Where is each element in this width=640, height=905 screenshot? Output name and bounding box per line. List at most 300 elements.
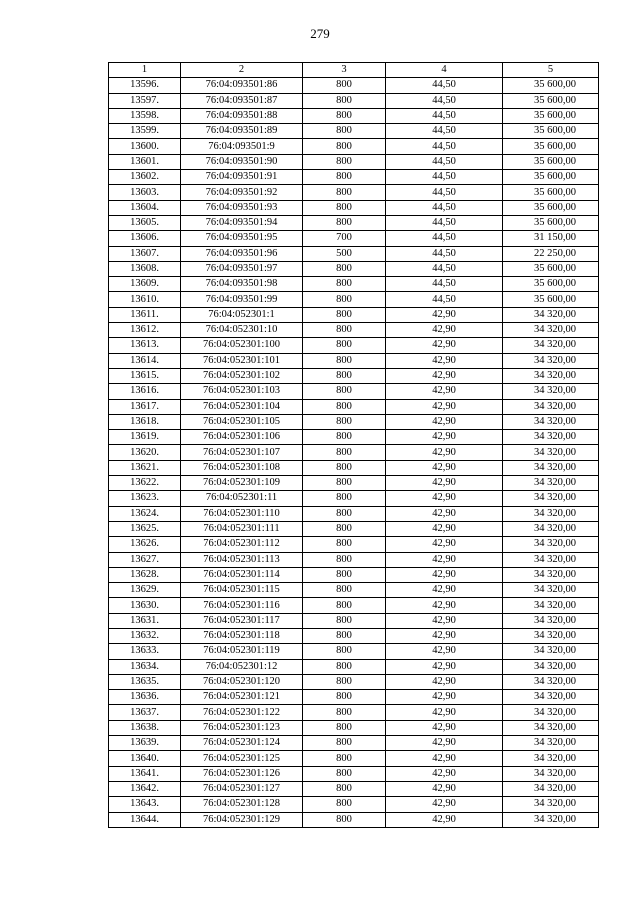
rate-cell: 42,90: [386, 659, 503, 674]
cadastral-number-cell: 76:04:093501:94: [181, 215, 303, 230]
area-cell: 800: [303, 537, 386, 552]
row-number-cell: 13628.: [109, 567, 181, 582]
area-cell: 800: [303, 659, 386, 674]
amount-cell: 35 600,00: [503, 78, 599, 93]
table-row: [109, 307, 599, 322]
cadastral-number-cell: 76:04:093501:93: [181, 200, 303, 215]
amount-cell: 34 320,00: [503, 567, 599, 582]
table-row: [109, 108, 599, 123]
cadastral-number-cell: 76:04:052301:129: [181, 812, 303, 827]
cadastral-number-cell: 76:04:052301:113: [181, 552, 303, 567]
rate-cell: 42,90: [386, 598, 503, 613]
rate-cell: 44,50: [386, 231, 503, 246]
table-row: [109, 674, 599, 689]
cadastral-number-cell: 76:04:052301:115: [181, 583, 303, 598]
area-cell: 800: [303, 797, 386, 812]
column-header-3: 3: [303, 63, 386, 78]
area-cell: 800: [303, 154, 386, 169]
amount-cell: 34 320,00: [503, 521, 599, 536]
cadastral-number-cell: 76:04:052301:1: [181, 307, 303, 322]
rate-cell: 42,90: [386, 414, 503, 429]
rate-cell: 44,50: [386, 277, 503, 292]
amount-cell: 34 320,00: [503, 812, 599, 827]
area-cell: 800: [303, 445, 386, 460]
area-cell: 800: [303, 200, 386, 215]
table-row: [109, 476, 599, 491]
cadastral-number-cell: 76:04:093501:96: [181, 246, 303, 261]
rate-cell: 42,90: [386, 476, 503, 491]
amount-cell: 34 320,00: [503, 751, 599, 766]
rate-cell: 42,90: [386, 567, 503, 582]
table-row: [109, 736, 599, 751]
area-cell: 800: [303, 460, 386, 475]
rate-cell: 42,90: [386, 460, 503, 475]
area-cell: 800: [303, 583, 386, 598]
cadastral-number-cell: 76:04:052301:106: [181, 430, 303, 445]
row-number-cell: 13605.: [109, 215, 181, 230]
cadastral-number-cell: 76:04:093501:90: [181, 154, 303, 169]
table-row: [109, 338, 599, 353]
table-row: [109, 384, 599, 399]
row-number-cell: 13614.: [109, 353, 181, 368]
row-number-cell: 13617.: [109, 399, 181, 414]
table-row: [109, 766, 599, 781]
row-number-cell: 13609.: [109, 277, 181, 292]
cadastral-number-cell: 76:04:052301:123: [181, 720, 303, 735]
table-row: [109, 231, 599, 246]
table-row: [109, 353, 599, 368]
row-number-cell: 13612.: [109, 323, 181, 338]
row-number-cell: 13606.: [109, 231, 181, 246]
row-number-cell: 13634.: [109, 659, 181, 674]
row-number-cell: 13636.: [109, 690, 181, 705]
cadastral-number-cell: 76:04:093501:89: [181, 124, 303, 139]
rate-cell: 42,90: [386, 720, 503, 735]
cadastral-number-cell: 76:04:052301:112: [181, 537, 303, 552]
row-number-cell: 13599.: [109, 124, 181, 139]
rate-cell: 42,90: [386, 338, 503, 353]
table-row: [109, 292, 599, 307]
cadastral-number-cell: 76:04:052301:121: [181, 690, 303, 705]
rate-cell: 42,90: [386, 399, 503, 414]
rate-cell: 42,90: [386, 781, 503, 796]
rate-cell: 44,50: [386, 292, 503, 307]
area-cell: 800: [303, 628, 386, 643]
area-cell: 800: [303, 399, 386, 414]
amount-cell: 34 320,00: [503, 781, 599, 796]
cadastral-number-cell: 76:04:093501:95: [181, 231, 303, 246]
row-number-cell: 13608.: [109, 261, 181, 276]
rate-cell: 42,90: [386, 430, 503, 445]
cadastral-number-cell: 76:04:052301:120: [181, 674, 303, 689]
row-number-cell: 13600.: [109, 139, 181, 154]
rate-cell: 42,90: [386, 353, 503, 368]
cadastral-number-cell: 76:04:052301:116: [181, 598, 303, 613]
row-number-cell: 13613.: [109, 338, 181, 353]
area-cell: 800: [303, 338, 386, 353]
rate-cell: 44,50: [386, 154, 503, 169]
row-number-cell: 13604.: [109, 200, 181, 215]
rate-cell: 42,90: [386, 552, 503, 567]
table-row: [109, 690, 599, 705]
table-row: [109, 567, 599, 582]
table-row: [109, 139, 599, 154]
area-cell: 800: [303, 521, 386, 536]
rate-cell: 42,90: [386, 736, 503, 751]
row-number-cell: 13630.: [109, 598, 181, 613]
cadastral-number-cell: 76:04:052301:12: [181, 659, 303, 674]
area-cell: 800: [303, 613, 386, 628]
cadastral-number-cell: 76:04:093501:97: [181, 261, 303, 276]
row-number-cell: 13633.: [109, 644, 181, 659]
table-row: [109, 720, 599, 735]
area-cell: 800: [303, 720, 386, 735]
amount-cell: 22 250,00: [503, 246, 599, 261]
area-cell: 800: [303, 414, 386, 429]
area-cell: 800: [303, 261, 386, 276]
amount-cell: 35 600,00: [503, 292, 599, 307]
amount-cell: 34 320,00: [503, 583, 599, 598]
rate-cell: 42,90: [386, 812, 503, 827]
row-number-cell: 13639.: [109, 736, 181, 751]
rate-cell: 42,90: [386, 307, 503, 322]
amount-cell: 34 320,00: [503, 720, 599, 735]
rate-cell: 44,50: [386, 215, 503, 230]
row-number-cell: 13616.: [109, 384, 181, 399]
cadastral-number-cell: 76:04:052301:10: [181, 323, 303, 338]
rate-cell: 42,90: [386, 690, 503, 705]
row-number-cell: 13642.: [109, 781, 181, 796]
amount-cell: 34 320,00: [503, 476, 599, 491]
row-number-cell: 13635.: [109, 674, 181, 689]
cadastral-number-cell: 76:04:052301:103: [181, 384, 303, 399]
table-row: [109, 200, 599, 215]
rate-cell: 44,50: [386, 93, 503, 108]
area-cell: 800: [303, 108, 386, 123]
amount-cell: 34 320,00: [503, 307, 599, 322]
cadastral-number-cell: 76:04:052301:111: [181, 521, 303, 536]
cadastral-number-cell: 76:04:052301:119: [181, 644, 303, 659]
cadastral-number-cell: 76:04:093501:86: [181, 78, 303, 93]
cadastral-number-cell: 76:04:052301:11: [181, 491, 303, 506]
row-number-cell: 13603.: [109, 185, 181, 200]
table-row: [109, 414, 599, 429]
row-number-cell: 13641.: [109, 766, 181, 781]
area-cell: 800: [303, 93, 386, 108]
rate-cell: 44,50: [386, 261, 503, 276]
amount-cell: 34 320,00: [503, 659, 599, 674]
area-cell: 800: [303, 705, 386, 720]
column-header-1: 1: [109, 63, 181, 78]
amount-cell: 34 320,00: [503, 384, 599, 399]
rate-cell: 42,90: [386, 766, 503, 781]
area-cell: 700: [303, 231, 386, 246]
area-cell: 800: [303, 491, 386, 506]
amount-cell: 35 600,00: [503, 124, 599, 139]
area-cell: 800: [303, 598, 386, 613]
row-number-cell: 13596.: [109, 78, 181, 93]
row-number-cell: 13618.: [109, 414, 181, 429]
table-row: [109, 705, 599, 720]
table-row: [109, 154, 599, 169]
cadastral-number-cell: 76:04:052301:117: [181, 613, 303, 628]
row-number-cell: 13623.: [109, 491, 181, 506]
rate-cell: 42,90: [386, 445, 503, 460]
amount-cell: 34 320,00: [503, 338, 599, 353]
row-number-cell: 13626.: [109, 537, 181, 552]
rate-cell: 42,90: [386, 368, 503, 383]
amount-cell: 34 320,00: [503, 766, 599, 781]
rate-cell: 42,90: [386, 644, 503, 659]
rate-cell: 42,90: [386, 583, 503, 598]
row-number-cell: 13619.: [109, 430, 181, 445]
area-cell: 800: [303, 78, 386, 93]
table-row: [109, 781, 599, 796]
amount-cell: 34 320,00: [503, 430, 599, 445]
rate-cell: 42,90: [386, 323, 503, 338]
area-cell: 800: [303, 215, 386, 230]
rate-cell: 42,90: [386, 521, 503, 536]
amount-cell: 34 320,00: [503, 491, 599, 506]
cadastral-number-cell: 76:04:052301:125: [181, 751, 303, 766]
data-table: [108, 62, 599, 828]
table-row: [109, 613, 599, 628]
area-cell: 800: [303, 476, 386, 491]
area-cell: 800: [303, 384, 386, 399]
amount-cell: 35 600,00: [503, 170, 599, 185]
page-number: 279: [310, 26, 330, 41]
table-row: [109, 277, 599, 292]
area-cell: 800: [303, 170, 386, 185]
amount-cell: 34 320,00: [503, 445, 599, 460]
amount-cell: 35 600,00: [503, 200, 599, 215]
cadastral-number-cell: 76:04:052301:109: [181, 476, 303, 491]
cadastral-number-cell: 76:04:052301:102: [181, 368, 303, 383]
table-body: [109, 78, 599, 828]
rate-cell: 42,90: [386, 537, 503, 552]
rate-cell: 42,90: [386, 705, 503, 720]
cadastral-number-cell: 76:04:052301:108: [181, 460, 303, 475]
table-row: [109, 659, 599, 674]
row-number-cell: 13624.: [109, 506, 181, 521]
rate-cell: 44,50: [386, 246, 503, 261]
table-row: [109, 124, 599, 139]
cadastral-number-cell: 76:04:052301:118: [181, 628, 303, 643]
row-number-cell: 13625.: [109, 521, 181, 536]
amount-cell: 34 320,00: [503, 690, 599, 705]
cadastral-number-cell: 76:04:052301:105: [181, 414, 303, 429]
amount-cell: 35 600,00: [503, 261, 599, 276]
row-number-cell: 13632.: [109, 628, 181, 643]
row-number-cell: 13643.: [109, 797, 181, 812]
rate-cell: 44,50: [386, 185, 503, 200]
area-cell: 800: [303, 690, 386, 705]
cadastral-number-cell: 76:04:093501:99: [181, 292, 303, 307]
row-number-cell: 13622.: [109, 476, 181, 491]
table-row: [109, 797, 599, 812]
cadastral-number-cell: 76:04:052301:127: [181, 781, 303, 796]
area-cell: 800: [303, 277, 386, 292]
amount-cell: 34 320,00: [503, 628, 599, 643]
cadastral-number-cell: 76:04:093501:87: [181, 93, 303, 108]
table-row: [109, 812, 599, 827]
rate-cell: 42,90: [386, 674, 503, 689]
area-cell: 800: [303, 644, 386, 659]
row-number-cell: 13598.: [109, 108, 181, 123]
amount-cell: 34 320,00: [503, 353, 599, 368]
area-cell: 800: [303, 766, 386, 781]
area-cell: 500: [303, 246, 386, 261]
row-number-cell: 13621.: [109, 460, 181, 475]
amount-cell: 34 320,00: [503, 736, 599, 751]
rate-cell: 42,90: [386, 797, 503, 812]
cadastral-number-cell: 76:04:052301:107: [181, 445, 303, 460]
table-row: [109, 399, 599, 414]
area-cell: 800: [303, 751, 386, 766]
rate-cell: 42,90: [386, 613, 503, 628]
amount-cell: 34 320,00: [503, 552, 599, 567]
table-row: [109, 215, 599, 230]
table-row: [109, 537, 599, 552]
amount-cell: 34 320,00: [503, 705, 599, 720]
amount-cell: 34 320,00: [503, 399, 599, 414]
table-row: [109, 93, 599, 108]
cadastral-number-cell: 76:04:052301:122: [181, 705, 303, 720]
rate-cell: 44,50: [386, 139, 503, 154]
rate-cell: 42,90: [386, 384, 503, 399]
amount-cell: 34 320,00: [503, 537, 599, 552]
rate-cell: 44,50: [386, 124, 503, 139]
table-row: [109, 323, 599, 338]
area-cell: 800: [303, 430, 386, 445]
amount-cell: 34 320,00: [503, 460, 599, 475]
table-row: [109, 491, 599, 506]
table-row: [109, 506, 599, 521]
row-number-cell: 13601.: [109, 154, 181, 169]
table-row: [109, 598, 599, 613]
table-row: [109, 185, 599, 200]
area-cell: 800: [303, 812, 386, 827]
table-row: [109, 460, 599, 475]
amount-cell: 31 150,00: [503, 231, 599, 246]
area-cell: 800: [303, 124, 386, 139]
rate-cell: 44,50: [386, 170, 503, 185]
area-cell: 800: [303, 552, 386, 567]
row-number-cell: 13615.: [109, 368, 181, 383]
area-cell: 800: [303, 736, 386, 751]
cadastral-number-cell: 76:04:052301:124: [181, 736, 303, 751]
row-number-cell: 13607.: [109, 246, 181, 261]
area-cell: 800: [303, 292, 386, 307]
amount-cell: 34 320,00: [503, 797, 599, 812]
rate-cell: 44,50: [386, 200, 503, 215]
area-cell: 800: [303, 674, 386, 689]
amount-cell: 35 600,00: [503, 108, 599, 123]
row-number-cell: 13627.: [109, 552, 181, 567]
table-row: [109, 445, 599, 460]
row-number-cell: 13620.: [109, 445, 181, 460]
area-cell: 800: [303, 781, 386, 796]
amount-cell: 34 320,00: [503, 414, 599, 429]
area-cell: 800: [303, 368, 386, 383]
amount-cell: 35 600,00: [503, 277, 599, 292]
table-row: [109, 170, 599, 185]
table-row: [109, 430, 599, 445]
cadastral-number-cell: 76:04:052301:100: [181, 338, 303, 353]
column-header-2: 2: [181, 63, 303, 78]
cadastral-number-cell: 76:04:052301:128: [181, 797, 303, 812]
amount-cell: 35 600,00: [503, 154, 599, 169]
area-cell: 800: [303, 307, 386, 322]
row-number-cell: 13610.: [109, 292, 181, 307]
table-row: [109, 78, 599, 93]
amount-cell: 35 600,00: [503, 139, 599, 154]
amount-cell: 34 320,00: [503, 368, 599, 383]
cadastral-number-cell: 76:04:052301:101: [181, 353, 303, 368]
amount-cell: 35 600,00: [503, 185, 599, 200]
rate-cell: 42,90: [386, 751, 503, 766]
amount-cell: 34 320,00: [503, 613, 599, 628]
amount-cell: 35 600,00: [503, 93, 599, 108]
cadastral-number-cell: 76:04:093501:98: [181, 277, 303, 292]
row-number-cell: 13631.: [109, 613, 181, 628]
cadastral-number-cell: 76:04:052301:126: [181, 766, 303, 781]
area-cell: 800: [303, 185, 386, 200]
table-row: [109, 583, 599, 598]
table-row: [109, 552, 599, 567]
amount-cell: 34 320,00: [503, 674, 599, 689]
table-row: [109, 368, 599, 383]
area-cell: 800: [303, 323, 386, 338]
row-number-cell: 13644.: [109, 812, 181, 827]
row-number-cell: 13602.: [109, 170, 181, 185]
area-cell: 800: [303, 506, 386, 521]
cadastral-number-cell: 76:04:052301:114: [181, 567, 303, 582]
column-header-5: 5: [503, 63, 599, 78]
table-row: [109, 644, 599, 659]
amount-cell: 34 320,00: [503, 644, 599, 659]
row-number-cell: 13637.: [109, 705, 181, 720]
row-number-cell: 13638.: [109, 720, 181, 735]
amount-cell: 34 320,00: [503, 506, 599, 521]
rate-cell: 44,50: [386, 108, 503, 123]
cadastral-number-cell: 76:04:093501:88: [181, 108, 303, 123]
rate-cell: 44,50: [386, 78, 503, 93]
rate-cell: 42,90: [386, 491, 503, 506]
cadastral-number-cell: 76:04:093501:9: [181, 139, 303, 154]
rate-cell: 42,90: [386, 628, 503, 643]
cadastral-number-cell: 76:04:093501:91: [181, 170, 303, 185]
table-row: [109, 246, 599, 261]
table-row: [109, 521, 599, 536]
amount-cell: 35 600,00: [503, 215, 599, 230]
area-cell: 800: [303, 567, 386, 582]
row-number-cell: 13611.: [109, 307, 181, 322]
area-cell: 800: [303, 353, 386, 368]
table-row: [109, 751, 599, 766]
cadastral-number-cell: 76:04:052301:104: [181, 399, 303, 414]
table-row: [109, 261, 599, 276]
table-row: [109, 628, 599, 643]
table-header-row: [109, 63, 599, 78]
column-header-4: 4: [386, 63, 503, 78]
area-cell: 800: [303, 139, 386, 154]
row-number-cell: 13597.: [109, 93, 181, 108]
amount-cell: 34 320,00: [503, 598, 599, 613]
amount-cell: 34 320,00: [503, 323, 599, 338]
row-number-cell: 13629.: [109, 583, 181, 598]
row-number-cell: 13640.: [109, 751, 181, 766]
